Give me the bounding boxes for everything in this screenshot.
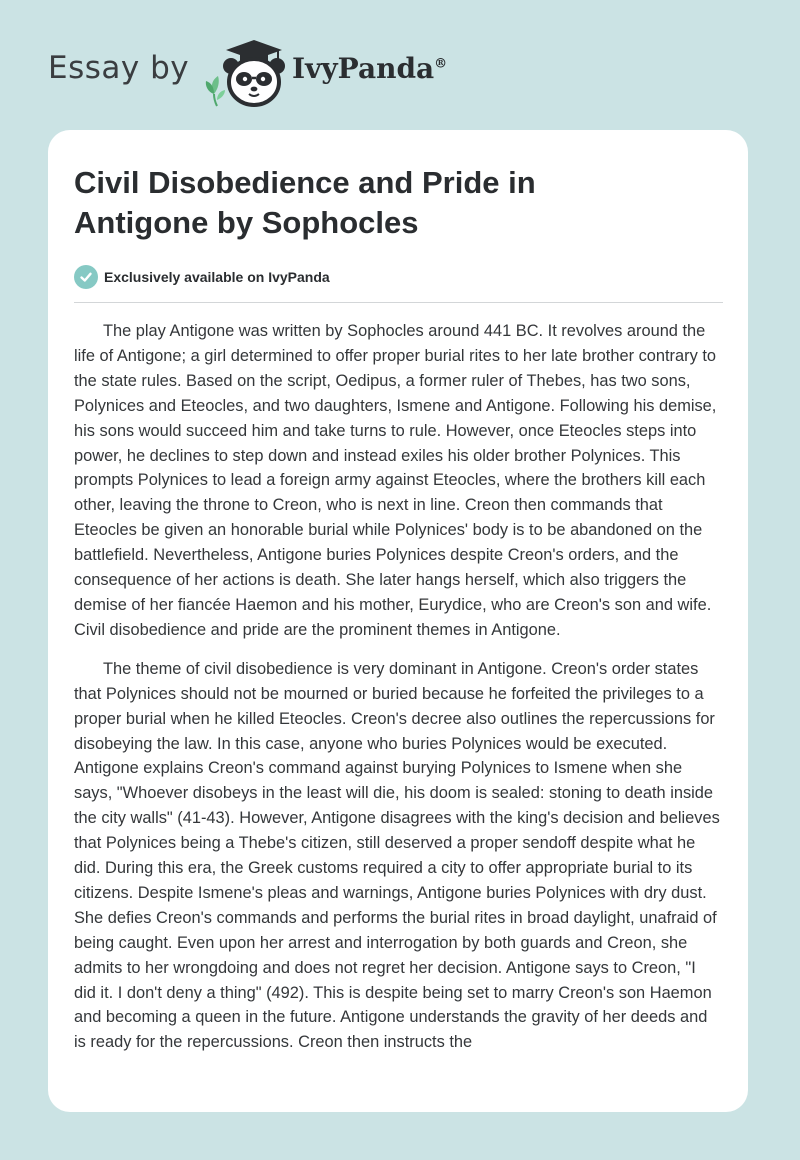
divider — [74, 302, 723, 303]
brand-name[interactable] — [292, 52, 447, 85]
exclusive-badge — [74, 263, 330, 291]
site-header — [0, 0, 800, 120]
essay-by-label: Essay by — [48, 50, 190, 86]
panda-graduate-icon[interactable] — [200, 36, 292, 110]
exclusive-badge-label: Exclusively available on IvyPanda — [104, 269, 330, 285]
brand-name-text: IvyPanda — [292, 52, 435, 85]
registered-mark: ® — [434, 56, 448, 72]
paragraph: The play Antigone was written by Sophocles around 441 BC. It revolves around the life of Antigone; a girl determined to offer proper burial rites to her late brother contrary to the state rules. Based on the script, Oedipus, a former ruler of Thebes, has two sons, Polynices and Eteocles, and two daughters, Ismene and Antigone. Following his demise, his sons would succeed him and take turns to rule. However, once Eteocles steps into power, he declines to step down and instead exiles his older brother Polynices. This prompts Polynices to lead a foreign army against Eteocles, where the brothers kill each other, leaving the throne to Creon, who is next in line. Creon then commands that Eteocles be given an honorable burial while Polynices' body is to be abandoned on the battlefield. Nevertheless, Antigone buries Polynices despite Creon's orders, and the consequence of her actions is death. She later hangs herself, which also triggers the demise of her fiancée Haemon and his mother, Eurydice, who are Creon's son and wife. Civil disobedience and pride are the prominent themes in Antigone. — [74, 322, 717, 639]
paragraph: The theme of civil disobedience is very dominant in Antigone. Creon's order states that Polynices should not be mourned or buried because he forfeited the privileges to a proper burial when he killed Eteocles. Creon's decree also outlines the repercussions for disobeying the law. In this case, anyone who buries Polynices would be executed. Antigone explains Creon's command against burying Polynices to Ismene when she says, "Whoever disobeys in the least will die, his doom is sealed: stoning to death inside the city walls" (41-43). However, Antigone disagrees with the king's decision and believes that Polynices being a Thebe's citizen, still deserved a proper sendoff despite what he did. During this era, the Greek customs required a city to offer appropriate burial to its citizens. Despite Ismene's pleas and warnings, Antigone buries Polynices with dry dust. She defies Creon's commands and performs the burial rites in broad daylight, unafraid of being caught. Even upon her arrest and interrogation by both guards and Creon, she admits to her wrongdoing and does not regret her decision. Antigone says to Creon, "I did it. I don't deny a thing" (492). This is despite being set to marry Creon's son Haemon and becoming a queen in the future. Antigone understands the gravity of her deeds and is ready for the repercussions. Creon then instructs the — [74, 659, 720, 1052]
essay-card — [48, 130, 748, 1112]
leaf-icon — [206, 76, 225, 106]
essay-body — [74, 319, 722, 1069]
page-title: Civil Disobedience and Pride in Antigone by Sophocles — [74, 165, 536, 240]
check-icon — [74, 265, 98, 289]
